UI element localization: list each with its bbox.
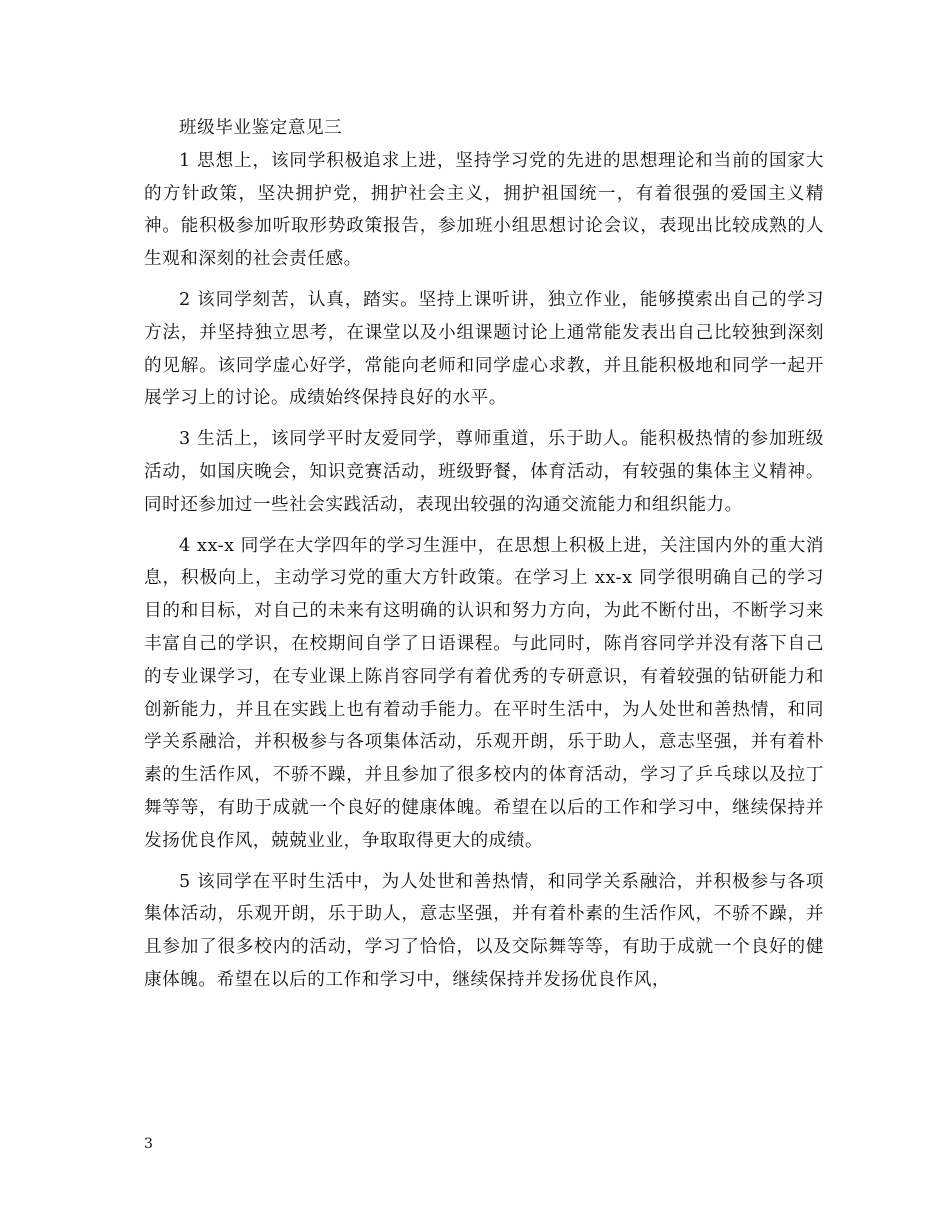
paragraph-2: 2 该同学刻苦，认真，踏实。坚持上课听讲，独立作业，能够摸索出自己的学习方法，并坚持独立思考，在课堂以及小组课题讨论上通常能发表出自己比较独到深刻的见解。该同学虚心好学，常能向老师和同学虚心求教，并且能积极地和同学一起开展学习上的讨论。成绩始终保持良好的水平。 bbox=[144, 289, 824, 409]
paragraph-5: 5 该同学在平时生活中，为人处世和善热情，和同学关系融洽，并积极参与各项集体活动，乐观开朗，乐于助人，意志坚强，并有着朴素的生活作风，不骄不躁，并且参加了很多校内的活动，学习了恰恰，以及交际舞等等，有助于成就一个良好的健康体魄。希望在以后的工作和学习中，继续保持并发扬优良作风， bbox=[144, 871, 824, 990]
paragraph-4: 4 xx-x 同学在大学四年的学习生涯中，在思想上积极上进，关注国内外的重大消息，积极向上，主动学习党的重大方针政策。在学习上 xx-x 同学很明确自己的学习目的和目标，对自己的未来有这明确的认识和努力方向，为此不断付出，不断学习来丰富自己的学识，在校期间自学了日语课程。与此同时，陈肖容同学并没有落下自己的专业课学习，在专业课上陈肖容同学有着优秀的专研意识，有着较强的钻研能力和创新能力，并且在实践上也有着动手能力。在平时生活中，为人处世和善热情，和同学关系融洽，并积极参与各项集体活动，乐观开朗，乐于助人，意志坚强，并有着朴素的生活作风，不骄不躁，并且参加了很多校内的体育活动，学习了乒乓球以及拉丁舞等等，有助于成就一个良好的健康体魄。希望在以后的工作和学习中，继续保持并发扬优良作风，兢兢业业，争取取得更大的成绩。 bbox=[144, 535, 824, 851]
page-number: 3 bbox=[144, 1136, 153, 1152]
paragraph-3: 3 生活上，该同学平时友爱同学，尊师重道，乐于助人。能积极热情的参加班级活动，如国庆晚会，知识竞赛活动，班级野餐，体育活动，有较强的集体主义精神。同时还参加过一些社会实践活动，表现出较强的沟通交流能力和组织能力。 bbox=[144, 429, 824, 515]
document-title: 班级毕业鉴定意见三 bbox=[179, 118, 343, 138]
document-body bbox=[144, 112, 824, 1005]
paragraph-1: 1 思想上，该同学积极追求上进，坚持学习党的先进的思想理论和当前的国家大的方针政策，坚决拥护党，拥护社会主义，拥护祖国统一，有着很强的爱国主义精神。能积极参加听取形势政策报告，参加班小组思想讨论会议，表现出比较成熟的人生观和深刻的社会责任感。 bbox=[144, 150, 824, 270]
